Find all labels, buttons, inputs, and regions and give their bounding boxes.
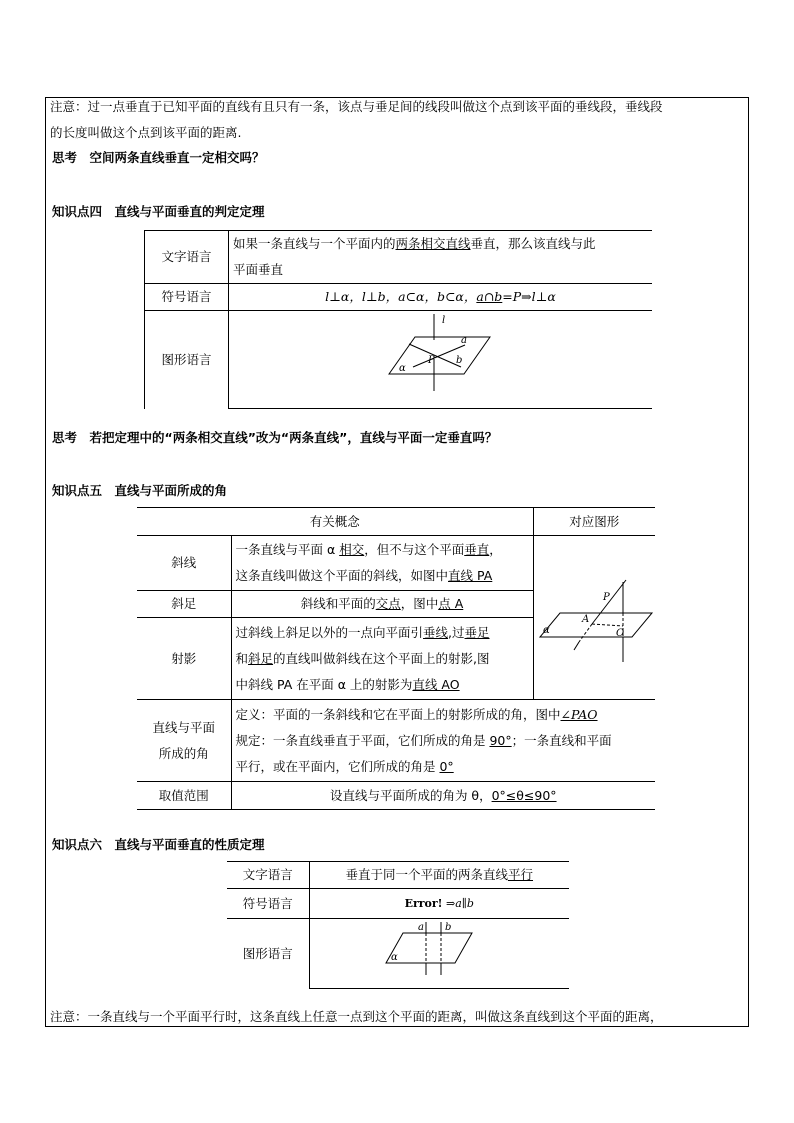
kp6-text-label: 文字语言 xyxy=(227,862,309,889)
label-alpha: α xyxy=(399,363,406,374)
kp5-foot-label: 斜足 xyxy=(137,591,231,618)
kp5-projection-label: 射影 xyxy=(137,618,231,700)
oblique-line-lower xyxy=(574,642,579,650)
kp4-figure-label: 图形语言 xyxy=(145,311,229,409)
kp6-figure-cell xyxy=(309,919,569,989)
label-b: b xyxy=(444,922,451,933)
line-a xyxy=(409,344,461,367)
label-l: l xyxy=(442,315,446,326)
note-1-line-1: 注意：过一点垂直于已知平面的直线有且只有一条，该点与垂足间的线段叫做这个点到该平面的垂线段，垂线段 xyxy=(50,99,663,114)
projection-AO xyxy=(592,624,623,626)
kp5-foot-value: 斜线和平面的交点，图中点 A xyxy=(231,591,533,618)
kp4-symbol-value: l⊥α，l⊥b，a⊂α，b⊂α，a∩b=P⇒l⊥α xyxy=(229,284,653,311)
plane-alpha-shape xyxy=(540,613,652,637)
kp5-table xyxy=(137,507,655,810)
kp5-header-concept: 有关概念 xyxy=(137,508,533,536)
label-P: P xyxy=(602,592,610,603)
think-question-1: 思考 空间两条直线垂直一定相交吗？ xyxy=(52,150,265,165)
label-O: O xyxy=(615,628,624,639)
kp4-symbol-label: 符号语言 xyxy=(145,284,229,311)
label-A: A xyxy=(581,614,589,625)
kp4-table xyxy=(144,230,652,409)
kp5-figure-cell xyxy=(533,536,655,700)
label-a: a xyxy=(461,335,467,346)
kp4-text-label: 文字语言 xyxy=(145,231,229,284)
kp5-range-value: 设直线与平面所成的角为 θ，0°≤θ≤90° xyxy=(231,782,655,810)
kp6-heading: 知识点六 直线与平面垂直的性质定理 xyxy=(52,837,265,852)
kp4-two-intersecting-lines: 两条相交直线 xyxy=(395,236,471,251)
kp6-symbol-value: Error! ⇒a∥b xyxy=(309,889,569,919)
kp5-projection-value: 过斜线上斜足以外的一点向平面引垂线,过垂足 和斜足的直线叫做斜线在这个平面上的射影,图 中斜线 PA 在平面 α 上的射影为直线 AO xyxy=(231,618,533,700)
label-b: b xyxy=(456,355,463,366)
kp6-text-value: 垂直于同一个平面的两条直线平行 xyxy=(309,862,569,889)
kp6-symbol-label: 符号语言 xyxy=(227,889,309,919)
label-alpha: α xyxy=(390,952,398,963)
kp5-header-figure: 对应图形 xyxy=(533,508,655,536)
kp4-figure-cell xyxy=(229,311,653,409)
kp4-heading: 知识点四 直线与平面垂直的判定定理 xyxy=(52,204,265,219)
kp6-figure-label: 图形语言 xyxy=(227,919,309,989)
kp6-parallel-figure xyxy=(310,919,566,981)
kp5-angle-label: 直线与平面 所成的角 xyxy=(137,700,231,782)
kp5-oblique-label: 斜线 xyxy=(137,536,231,591)
kp5-heading: 知识点五 直线与平面所成的角 xyxy=(52,483,228,498)
plane-alpha-shape xyxy=(386,933,472,963)
kp5-angle-value: 定义：平面的一条斜线和它在平面上的射影所成的角，图中∠PAO 规定：一条直线垂直于平面，它们所成的角是 90°；一条直线和平面 平行，或在平面内，它们所成的角是 0° xyxy=(231,700,655,782)
kp5-oblique-figure xyxy=(534,544,654,684)
kp5-range-label: 取值范围 xyxy=(137,782,231,810)
kp6-table xyxy=(227,861,569,989)
label-alpha: α xyxy=(542,625,550,636)
label-a: a xyxy=(417,922,424,933)
note-1-line-2: 的长度叫做这个点到该平面的距离. xyxy=(50,125,242,140)
kp4-text-value: 如果一条直线与一个平面内的两条相交直线垂直，那么该直线与此 平面垂直 xyxy=(229,231,653,284)
kp5-oblique-value: 一条直线与平面 α 相交，但不与这个平面垂直， 这条直线叫做这个平面的斜线，如图中直线 PA xyxy=(231,536,533,591)
label-P: P xyxy=(428,355,435,366)
note-2: 注意：一条直线与一个平面平行时，这条直线上任意一点到这个平面的距离，叫做这条直线到这个平面的距离， xyxy=(50,1009,663,1024)
kp4-perpendicular-figure xyxy=(229,311,649,401)
oblique-line-hidden xyxy=(579,624,592,642)
think-question-2: 思考 若把定理中的“两条相交直线”改为“两条直线”，直线与平面一定垂直吗？ xyxy=(52,430,498,445)
